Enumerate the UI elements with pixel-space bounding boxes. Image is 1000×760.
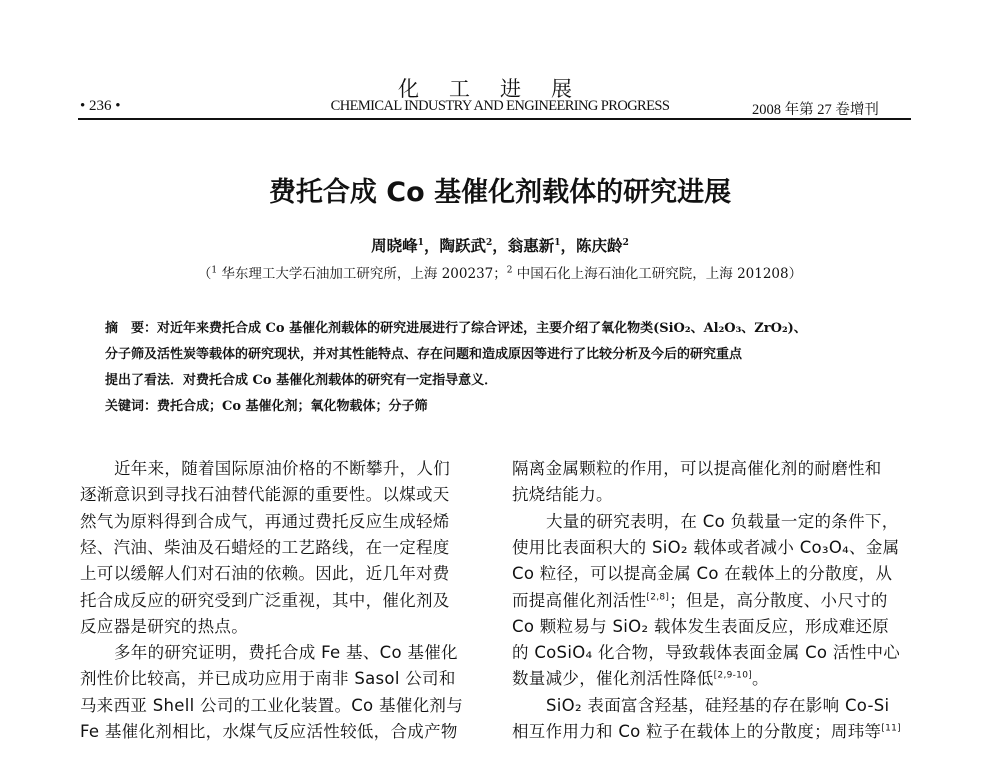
body-text-line bbox=[80, 455, 450, 479]
keywords-line bbox=[105, 395, 428, 414]
text-segment: 抗烧结能力。 bbox=[512, 485, 613, 505]
abstract-line bbox=[105, 343, 742, 362]
text-segment: Fe 基催化剂相比，水煤气反应活性较低，合成产物 bbox=[80, 722, 458, 741]
citation-ref: [2,9-10] bbox=[713, 670, 753, 681]
body-text-line bbox=[512, 534, 899, 558]
citation-ref: [2,8] bbox=[646, 592, 670, 602]
body-text-line bbox=[80, 665, 456, 689]
header-rule bbox=[78, 118, 911, 120]
separator: ， bbox=[492, 236, 508, 255]
text-segment: ；但是，高分散度、小尺寸的 bbox=[669, 590, 888, 610]
author-affiliation-mark: 1 bbox=[417, 237, 424, 248]
separator: ， bbox=[423, 236, 440, 255]
text-segment: 使用比表面积大的 SiO₂ 载体或者减小 Co₃O₄、金属 bbox=[512, 537, 900, 557]
citation-ref: [11] bbox=[881, 723, 901, 734]
text-segment: 的 CoSiO₄ 化合物，导致载体表面金属 Co 活性中心 bbox=[512, 643, 901, 663]
body-text-line bbox=[80, 560, 450, 584]
text-segment: 马来西亚 Shell 公司的工业化装置。Co 基催化剂与 bbox=[80, 695, 464, 715]
body-text-line bbox=[512, 481, 613, 505]
body-text-line bbox=[512, 639, 900, 663]
author-name: 陶跃武 bbox=[439, 236, 486, 255]
text-segment: 而提高催化剂活性 bbox=[512, 590, 647, 610]
body-text-line bbox=[80, 613, 248, 637]
text-segment: 相互作用力和 Co 粒子在载体上的分散度；周玮等 bbox=[512, 722, 882, 741]
text-segment: 关键词：费托合成；Co 基催化剂；氧化物载体；分子筛 bbox=[105, 399, 428, 414]
affiliation-1: 华东理工大学石油加工研究所，上海 200237； bbox=[217, 266, 507, 282]
text-segment: 上可以缓解人们对石油的依赖。因此，近几年对费 bbox=[80, 564, 450, 584]
body-text-line bbox=[512, 560, 892, 584]
text-segment: Co 粒径，可以提高金属 Co 在载体上的分散度，从 bbox=[512, 564, 893, 584]
body-text-line bbox=[80, 508, 450, 532]
text-segment: SiO₂ 表面富含羟基，硅羟基的存在影响 Co-Si bbox=[546, 695, 890, 715]
body-text-line bbox=[512, 587, 888, 611]
text-segment: 反应器是研究的热点。 bbox=[80, 616, 248, 636]
text-segment: 分子筛及活性炭等载体的研究现状，并对其性能特点、存在问题和造成原因等进行了比较分析及今后的研究重点 bbox=[105, 347, 743, 362]
text-segment: 隔离金属颗粒的作用，可以提高催化剂的耐磨性和 bbox=[512, 459, 882, 478]
article-title: 费托合成 Co 基催化剂载体的研究进展 bbox=[268, 177, 732, 208]
text-segment: 近年来，随着国际原油价格的不断攀升，人们 bbox=[114, 459, 450, 478]
text-segment: 逐渐意识到寻找石油替代能源的重要性。以煤或天 bbox=[80, 485, 450, 505]
author-affiliation-mark: 2 bbox=[622, 237, 629, 248]
author-name: 翁惠新 bbox=[507, 236, 555, 255]
author-name: 陈庆龄 bbox=[576, 236, 623, 255]
body-text-line bbox=[80, 534, 450, 558]
body-text-line bbox=[512, 718, 901, 742]
text-segment: 剂性价比较高，并已成功应用于南非 Sasol 公司和 bbox=[80, 669, 456, 689]
text-segment: Co 颗粒易与 SiO₂ 载体发生表面反应，形成难还原 bbox=[512, 616, 890, 636]
body-text-line bbox=[80, 639, 458, 663]
text-segment: 托合成反应的研究受到广泛重视，其中，催化剂及 bbox=[80, 590, 450, 610]
author-list bbox=[0, 234, 1000, 256]
author-affiliation-mark: 2 bbox=[485, 237, 493, 248]
text-segment: 然气为原料得到合成气，再通过费托反应生成轻烯 bbox=[80, 511, 450, 531]
body-text-line bbox=[512, 455, 882, 479]
text-segment: 数量减少，催化剂活性降低 bbox=[512, 669, 714, 689]
affil-num: 1 bbox=[211, 265, 218, 276]
body-text-line bbox=[512, 613, 889, 637]
body-text-line bbox=[80, 587, 450, 611]
body-text-line bbox=[80, 481, 450, 505]
affiliations bbox=[0, 262, 1000, 282]
text-segment: 摘 要：对近年来费托合成 Co 基催化剂载体的研究进展进行了综合评述，主要介绍了氧化物类(SiO₂、Al₂O₃、ZrO₂)、 bbox=[105, 321, 807, 336]
text-segment: 。 bbox=[752, 669, 769, 689]
author-affiliation-mark: 1 bbox=[554, 237, 561, 248]
issue-info: 2008 年第 27 卷增刊 bbox=[752, 102, 879, 118]
author-name: 周晓峰 bbox=[371, 236, 418, 255]
affiliation-2: 中国石化上海石油化工研究院，上海 201208） bbox=[512, 266, 803, 282]
affil-num: 2 bbox=[506, 265, 513, 276]
journal-name-chinese: 化工进展 bbox=[398, 77, 602, 101]
body-text-line bbox=[80, 718, 458, 742]
page-number: • 236 • bbox=[80, 98, 121, 114]
separator: ， bbox=[560, 236, 577, 255]
abstract-line bbox=[105, 317, 807, 336]
body-text-line bbox=[512, 665, 769, 689]
text-segment: 提出了看法．对费托合成 Co 基催化剂载体的研究有一定指导意义． bbox=[105, 373, 498, 388]
body-text-line bbox=[512, 692, 889, 716]
affil-open: （ bbox=[197, 266, 212, 282]
text-segment: 多年的研究证明，费托合成 Fe 基、Co 基催化 bbox=[114, 643, 458, 663]
journal-name-english: CHEMICAL INDUSTRY AND ENGINEERING PROGRESS bbox=[330, 98, 670, 114]
text-segment: 烃、汽油、柴油及石蜡烃的工艺路线，在一定程度 bbox=[80, 537, 450, 557]
abstract-line bbox=[105, 369, 497, 388]
text-segment: 大量的研究表明，在 Co 负载量一定的条件下， bbox=[546, 511, 899, 531]
body-text-line bbox=[80, 692, 463, 716]
body-text-line bbox=[512, 508, 899, 532]
